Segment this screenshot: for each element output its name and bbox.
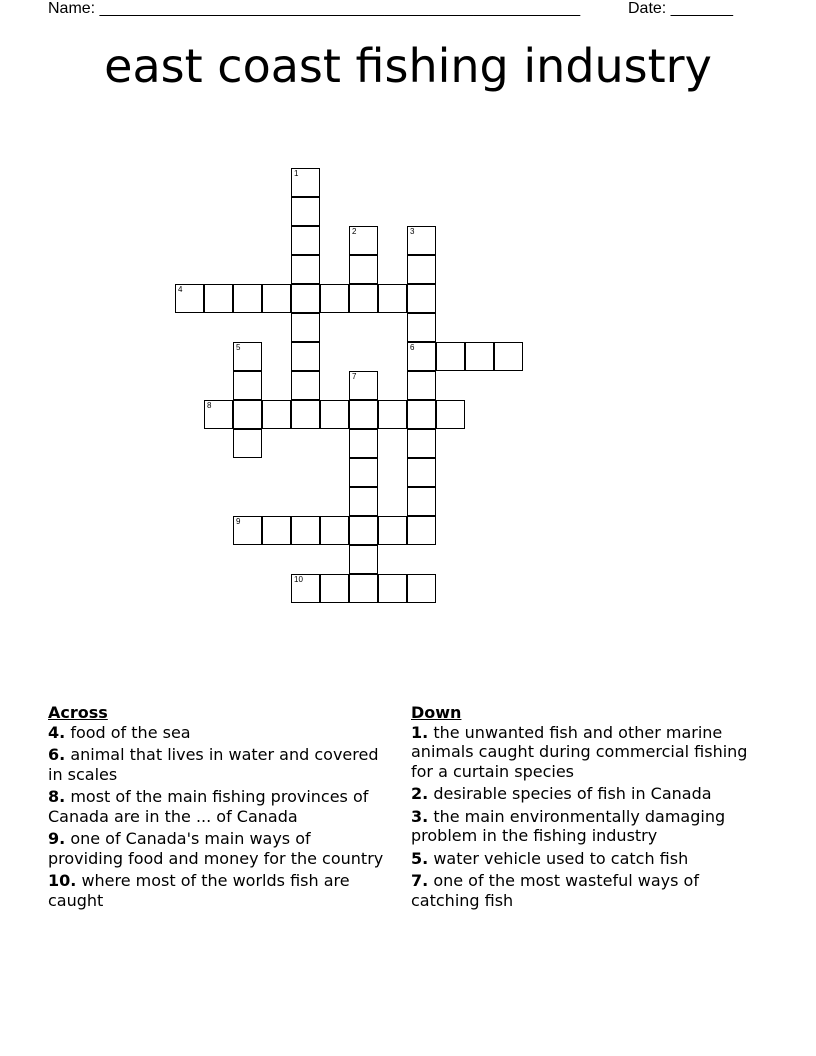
- crossword-cell[interactable]: [320, 400, 349, 429]
- down-heading: Down: [411, 703, 462, 722]
- cell-number: 3: [410, 227, 415, 236]
- cell-number: 9: [236, 517, 241, 526]
- crossword-cell[interactable]: [349, 516, 378, 545]
- crossword-cell[interactable]: [291, 574, 320, 603]
- clue-text: where most of the worlds fish are caught: [48, 871, 350, 910]
- crossword-cell[interactable]: [349, 545, 378, 574]
- puzzle-title: east coast fishing industry: [104, 39, 712, 93]
- cell-number: 5: [236, 343, 241, 352]
- clue-text: the main environmentally damaging problem in the fishing industry: [411, 806, 726, 845]
- crossword-cell[interactable]: [233, 284, 262, 313]
- crossword-cell[interactable]: [349, 371, 378, 400]
- crossword-cell[interactable]: [233, 429, 262, 458]
- crossword-cell[interactable]: [291, 197, 320, 226]
- down-clue: [411, 871, 771, 910]
- crossword-cell[interactable]: [233, 342, 262, 371]
- clue-text: animal that lives in water and covered in scales: [48, 745, 379, 784]
- crossword-cell[interactable]: [407, 255, 436, 284]
- crossword-cell[interactable]: [349, 574, 378, 603]
- crossword-cell[interactable]: [407, 284, 436, 313]
- crossword-cell[interactable]: [291, 226, 320, 255]
- crossword-cell[interactable]: [407, 516, 436, 545]
- clue-number: 1.: [411, 722, 429, 742]
- crossword-cell[interactable]: [407, 342, 436, 371]
- crossword-cell[interactable]: [349, 458, 378, 487]
- clue-number: 6.: [48, 745, 66, 764]
- cell-number: 1: [294, 169, 299, 178]
- clue-number: 8.: [48, 787, 66, 806]
- clue-number: 10.: [48, 871, 77, 890]
- crossword-cell[interactable]: [349, 487, 378, 516]
- clue-text: desirable species of fish in Canada: [433, 784, 712, 803]
- down-clue: [411, 849, 771, 869]
- cell-number: 7: [352, 372, 357, 381]
- crossword-cell[interactable]: [349, 255, 378, 284]
- clue-text: one of the most wasteful ways of catching fish: [411, 871, 699, 910]
- crossword-cell[interactable]: [349, 226, 378, 255]
- down-clues: [411, 703, 771, 913]
- across-clue: [48, 787, 388, 826]
- crossword-cell[interactable]: [291, 516, 320, 545]
- crossword-cell[interactable]: [349, 429, 378, 458]
- cell-number: 10: [294, 575, 303, 584]
- clue-number: 7.: [411, 871, 429, 890]
- clue-text: the unwanted fish and other marine animals caught during commercial fishing for a curtain species: [411, 722, 748, 781]
- across-clue: [48, 829, 388, 868]
- crossword-cell[interactable]: [291, 313, 320, 342]
- crossword-cell[interactable]: [436, 400, 465, 429]
- clue-text: one of Canada's main ways of providing food and money for the country: [48, 829, 384, 868]
- clue-text: most of the main fishing provinces of Canada are in the ... of Canada: [48, 787, 369, 826]
- across-clue: [48, 745, 388, 784]
- cell-number: 6: [410, 343, 415, 352]
- crossword-cell[interactable]: [349, 284, 378, 313]
- across-clue: [48, 871, 388, 910]
- crossword-cell[interactable]: [291, 284, 320, 313]
- name-blank[interactable]: ______________________________________________________: [99, 0, 581, 17]
- crossword-cell[interactable]: [233, 371, 262, 400]
- crossword-cell[interactable]: [262, 284, 291, 313]
- crossword-cell[interactable]: [233, 516, 262, 545]
- crossword-cell[interactable]: [378, 400, 407, 429]
- crossword-cell[interactable]: [291, 342, 320, 371]
- cell-number: 8: [207, 401, 212, 410]
- crossword-cell[interactable]: [233, 400, 262, 429]
- across-clues: [48, 703, 388, 913]
- down-clue: [411, 784, 771, 804]
- crossword-cell[interactable]: [262, 516, 291, 545]
- crossword-cell[interactable]: [320, 516, 349, 545]
- crossword-cell[interactable]: [378, 284, 407, 313]
- crossword-cell[interactable]: [349, 400, 378, 429]
- crossword-cell[interactable]: [407, 429, 436, 458]
- crossword-cell[interactable]: [320, 284, 349, 313]
- crossword-cell[interactable]: [407, 400, 436, 429]
- crossword-cell[interactable]: [291, 168, 320, 197]
- crossword-cell[interactable]: [378, 574, 407, 603]
- clue-number: 9.: [48, 829, 66, 848]
- crossword-cell[interactable]: [436, 342, 465, 371]
- crossword-cell[interactable]: [465, 342, 494, 371]
- crossword-cell[interactable]: [407, 226, 436, 255]
- crossword-cell[interactable]: [175, 284, 204, 313]
- clue-number: 2.: [411, 784, 429, 803]
- crossword-cell[interactable]: [407, 313, 436, 342]
- date-label: Date:: [628, 0, 667, 17]
- clue-text: water vehicle used to catch fish: [433, 848, 689, 868]
- crossword-cell[interactable]: [407, 487, 436, 516]
- crossword-cell[interactable]: [204, 400, 233, 429]
- crossword-cell[interactable]: [291, 255, 320, 284]
- cell-number: 4: [178, 285, 183, 294]
- crossword-cell[interactable]: [291, 371, 320, 400]
- clue-text: food of the sea: [70, 722, 191, 742]
- crossword-cell[interactable]: [378, 516, 407, 545]
- clue-number: 4.: [48, 722, 66, 742]
- clue-number: 3.: [411, 806, 429, 826]
- date-blank[interactable]: _______: [670, 0, 733, 17]
- cell-number: 2: [352, 227, 357, 236]
- crossword-cell[interactable]: [320, 574, 349, 603]
- down-clue: [411, 807, 771, 846]
- across-clue: [48, 723, 388, 743]
- crossword-cell[interactable]: [204, 284, 233, 313]
- clue-number: 5.: [411, 848, 429, 868]
- name-label: Name:: [48, 0, 96, 17]
- crossword-cell[interactable]: [407, 371, 436, 400]
- crossword-cell[interactable]: [291, 400, 320, 429]
- down-clue: [411, 723, 771, 782]
- crossword-cell[interactable]: [407, 458, 436, 487]
- crossword-cell[interactable]: [494, 342, 523, 371]
- crossword-cell[interactable]: [407, 574, 436, 603]
- crossword-cell[interactable]: [262, 400, 291, 429]
- across-heading: Across: [48, 703, 108, 722]
